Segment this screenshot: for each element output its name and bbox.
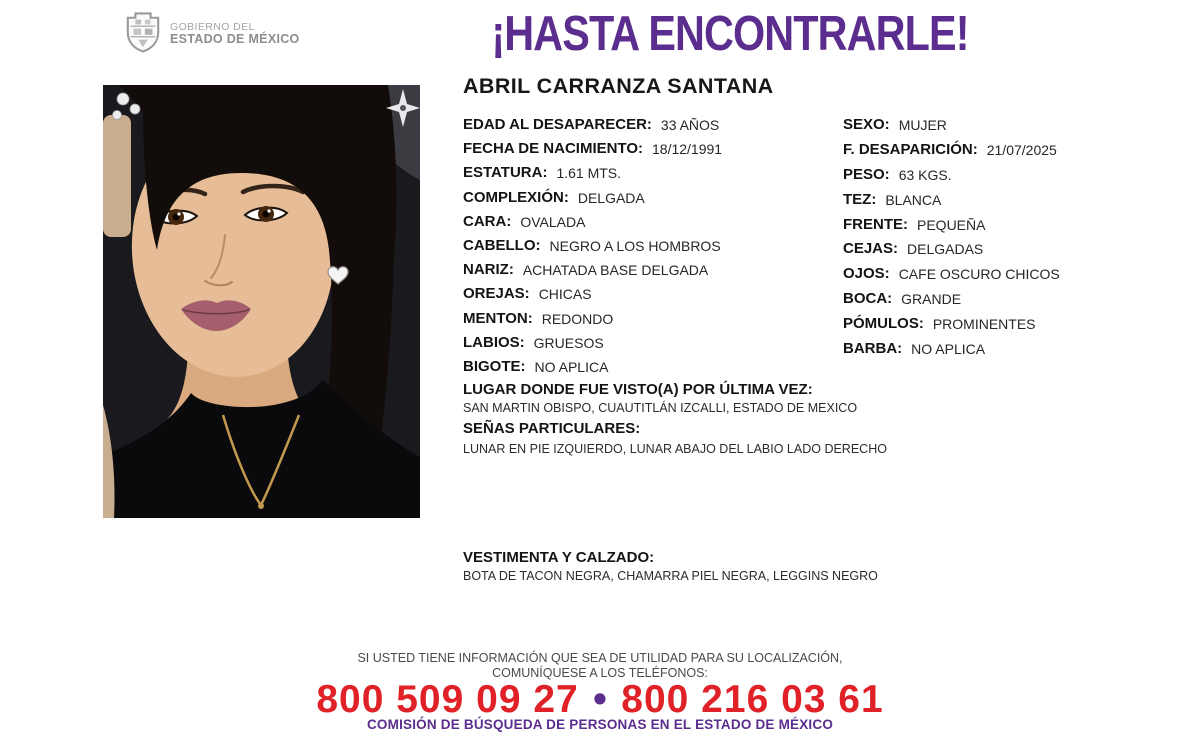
clothing-value: BOTA DE TACON NEGRA, CHAMARRA PIEL NEGRA, LEGGINS NEGRO	[463, 569, 878, 583]
field-row	[463, 164, 841, 188]
field-row	[843, 166, 1193, 191]
field-label: BARBA:	[843, 340, 903, 358]
state-shield-icon	[124, 11, 162, 58]
field-row	[463, 358, 841, 382]
field-value: 63 KGS.	[898, 166, 952, 183]
government-logo	[124, 11, 300, 58]
field-label: EDAD AL DESAPARECER:	[463, 116, 652, 133]
field-row	[843, 290, 1193, 315]
phone-separator-dot: •	[593, 678, 607, 721]
field-label: F. DESAPARICIÓN:	[843, 140, 978, 158]
field-row	[463, 116, 841, 140]
field-label: CABELLO:	[463, 236, 541, 254]
field-label: NARIZ:	[463, 261, 514, 279]
field-label: COMPLEXIÓN:	[463, 188, 569, 206]
particular-signs-value: LUNAR EN PIE IZQUIERDO, LUNAR ABAJO DEL LABIO LADO DERECHO	[463, 442, 887, 456]
portrait-illustration	[103, 85, 420, 518]
field-row	[843, 141, 1193, 166]
field-label: PÓMULOS:	[843, 315, 924, 333]
poster-title: ¡HASTA ENCONTRARLE!	[491, 5, 969, 61]
field-row	[463, 334, 841, 358]
field-value: MUJER	[898, 117, 947, 133]
field-value: CAFE OSCURO CHICOS	[898, 266, 1060, 283]
field-value: DELGADAS	[907, 241, 984, 258]
field-value: NO APLICA	[911, 341, 986, 358]
field-label: FECHA DE NACIMIENTO:	[463, 140, 643, 158]
field-value: GRANDE	[901, 291, 962, 308]
field-row	[843, 265, 1193, 290]
person-name: ABRIL CARRANZA SANTANA	[463, 74, 774, 98]
field-value: GRUESOS	[533, 334, 604, 351]
footer-info-line1: SI USTED TIENE INFORMACIÓN QUE SEA DE UTILIDAD PARA SU LOCALIZACIÓN,	[357, 651, 843, 665]
field-row	[463, 140, 841, 164]
field-value: 33 AÑOS	[660, 117, 720, 133]
field-value: PEQUEÑA	[917, 216, 986, 233]
fields-column-left	[463, 116, 841, 382]
field-label: FRENTE:	[843, 215, 908, 233]
fields-column-right	[843, 116, 1193, 365]
field-label: OREJAS:	[463, 285, 530, 303]
field-row	[843, 216, 1193, 241]
logo-text	[170, 22, 300, 46]
field-row	[843, 340, 1193, 365]
field-label: CEJAS:	[843, 240, 899, 258]
commission-name: COMISIÓN DE BÚSQUEDA DE PERSONAS EN EL ESTADO DE MÉXICO	[366, 717, 834, 732]
field-value: PROMINENTES	[932, 316, 1036, 333]
field-value: NO APLICA	[534, 358, 609, 375]
field-value: ACHATADA BASE DELGADA	[522, 262, 709, 279]
field-row	[843, 191, 1193, 216]
field-value: NEGRO A LOS HOMBROS	[549, 237, 721, 254]
field-row	[463, 310, 841, 334]
field-label: PESO:	[843, 165, 890, 183]
field-value: 21/07/2025	[986, 141, 1057, 158]
logo-line1: GOBIERNO DEL	[170, 21, 255, 34]
field-label: BIGOTE:	[463, 357, 526, 375]
field-row	[463, 285, 841, 309]
field-label: TEZ:	[843, 190, 877, 208]
phone-number-1: 800 509 09 27	[316, 678, 579, 721]
field-row	[463, 189, 841, 213]
field-value: OVALADA	[520, 213, 586, 230]
field-label: ESTATURA:	[463, 164, 548, 182]
field-label: LABIOS:	[463, 333, 525, 351]
field-label: CARA:	[463, 212, 512, 230]
field-row	[843, 315, 1193, 340]
missing-person-photo	[103, 85, 420, 518]
footer-info-line2: COMUNÍQUESE A LOS TELÉFONOS:	[492, 666, 708, 681]
field-row	[843, 116, 1193, 141]
particular-signs-label: SEÑAS PARTICULARES:	[463, 420, 641, 437]
field-value: DELGADA	[577, 189, 645, 206]
last-seen-value: SAN MARTIN OBISPO, CUAUTITLÁN IZCALLI, ESTADO DE MEXICO	[463, 401, 858, 415]
field-value: BLANCA	[885, 191, 942, 208]
field-row	[843, 240, 1193, 265]
field-value: CHICAS	[538, 286, 592, 303]
field-value: 1.61 MTS.	[556, 165, 622, 182]
phone-numbers	[0, 678, 1200, 722]
field-label: MENTON:	[463, 309, 533, 327]
field-row	[463, 213, 841, 237]
field-label: BOCA:	[843, 290, 893, 308]
phone-number-2: 800 216 03 61	[621, 678, 884, 721]
field-row	[463, 261, 841, 285]
footer-info	[0, 651, 1200, 682]
field-row	[463, 237, 841, 261]
field-label: SEXO:	[843, 116, 890, 133]
field-label: OJOS:	[843, 265, 890, 283]
field-value: 18/12/1991	[652, 141, 723, 158]
logo-line2: ESTADO DE MÉXICO	[170, 32, 300, 47]
clothing-label: VESTIMENTA Y CALZADO:	[463, 549, 655, 566]
field-value: REDONDO	[541, 310, 614, 327]
last-seen-label: LUGAR DONDE FUE VISTO(A) POR ÚLTIMA VEZ:	[463, 381, 813, 398]
